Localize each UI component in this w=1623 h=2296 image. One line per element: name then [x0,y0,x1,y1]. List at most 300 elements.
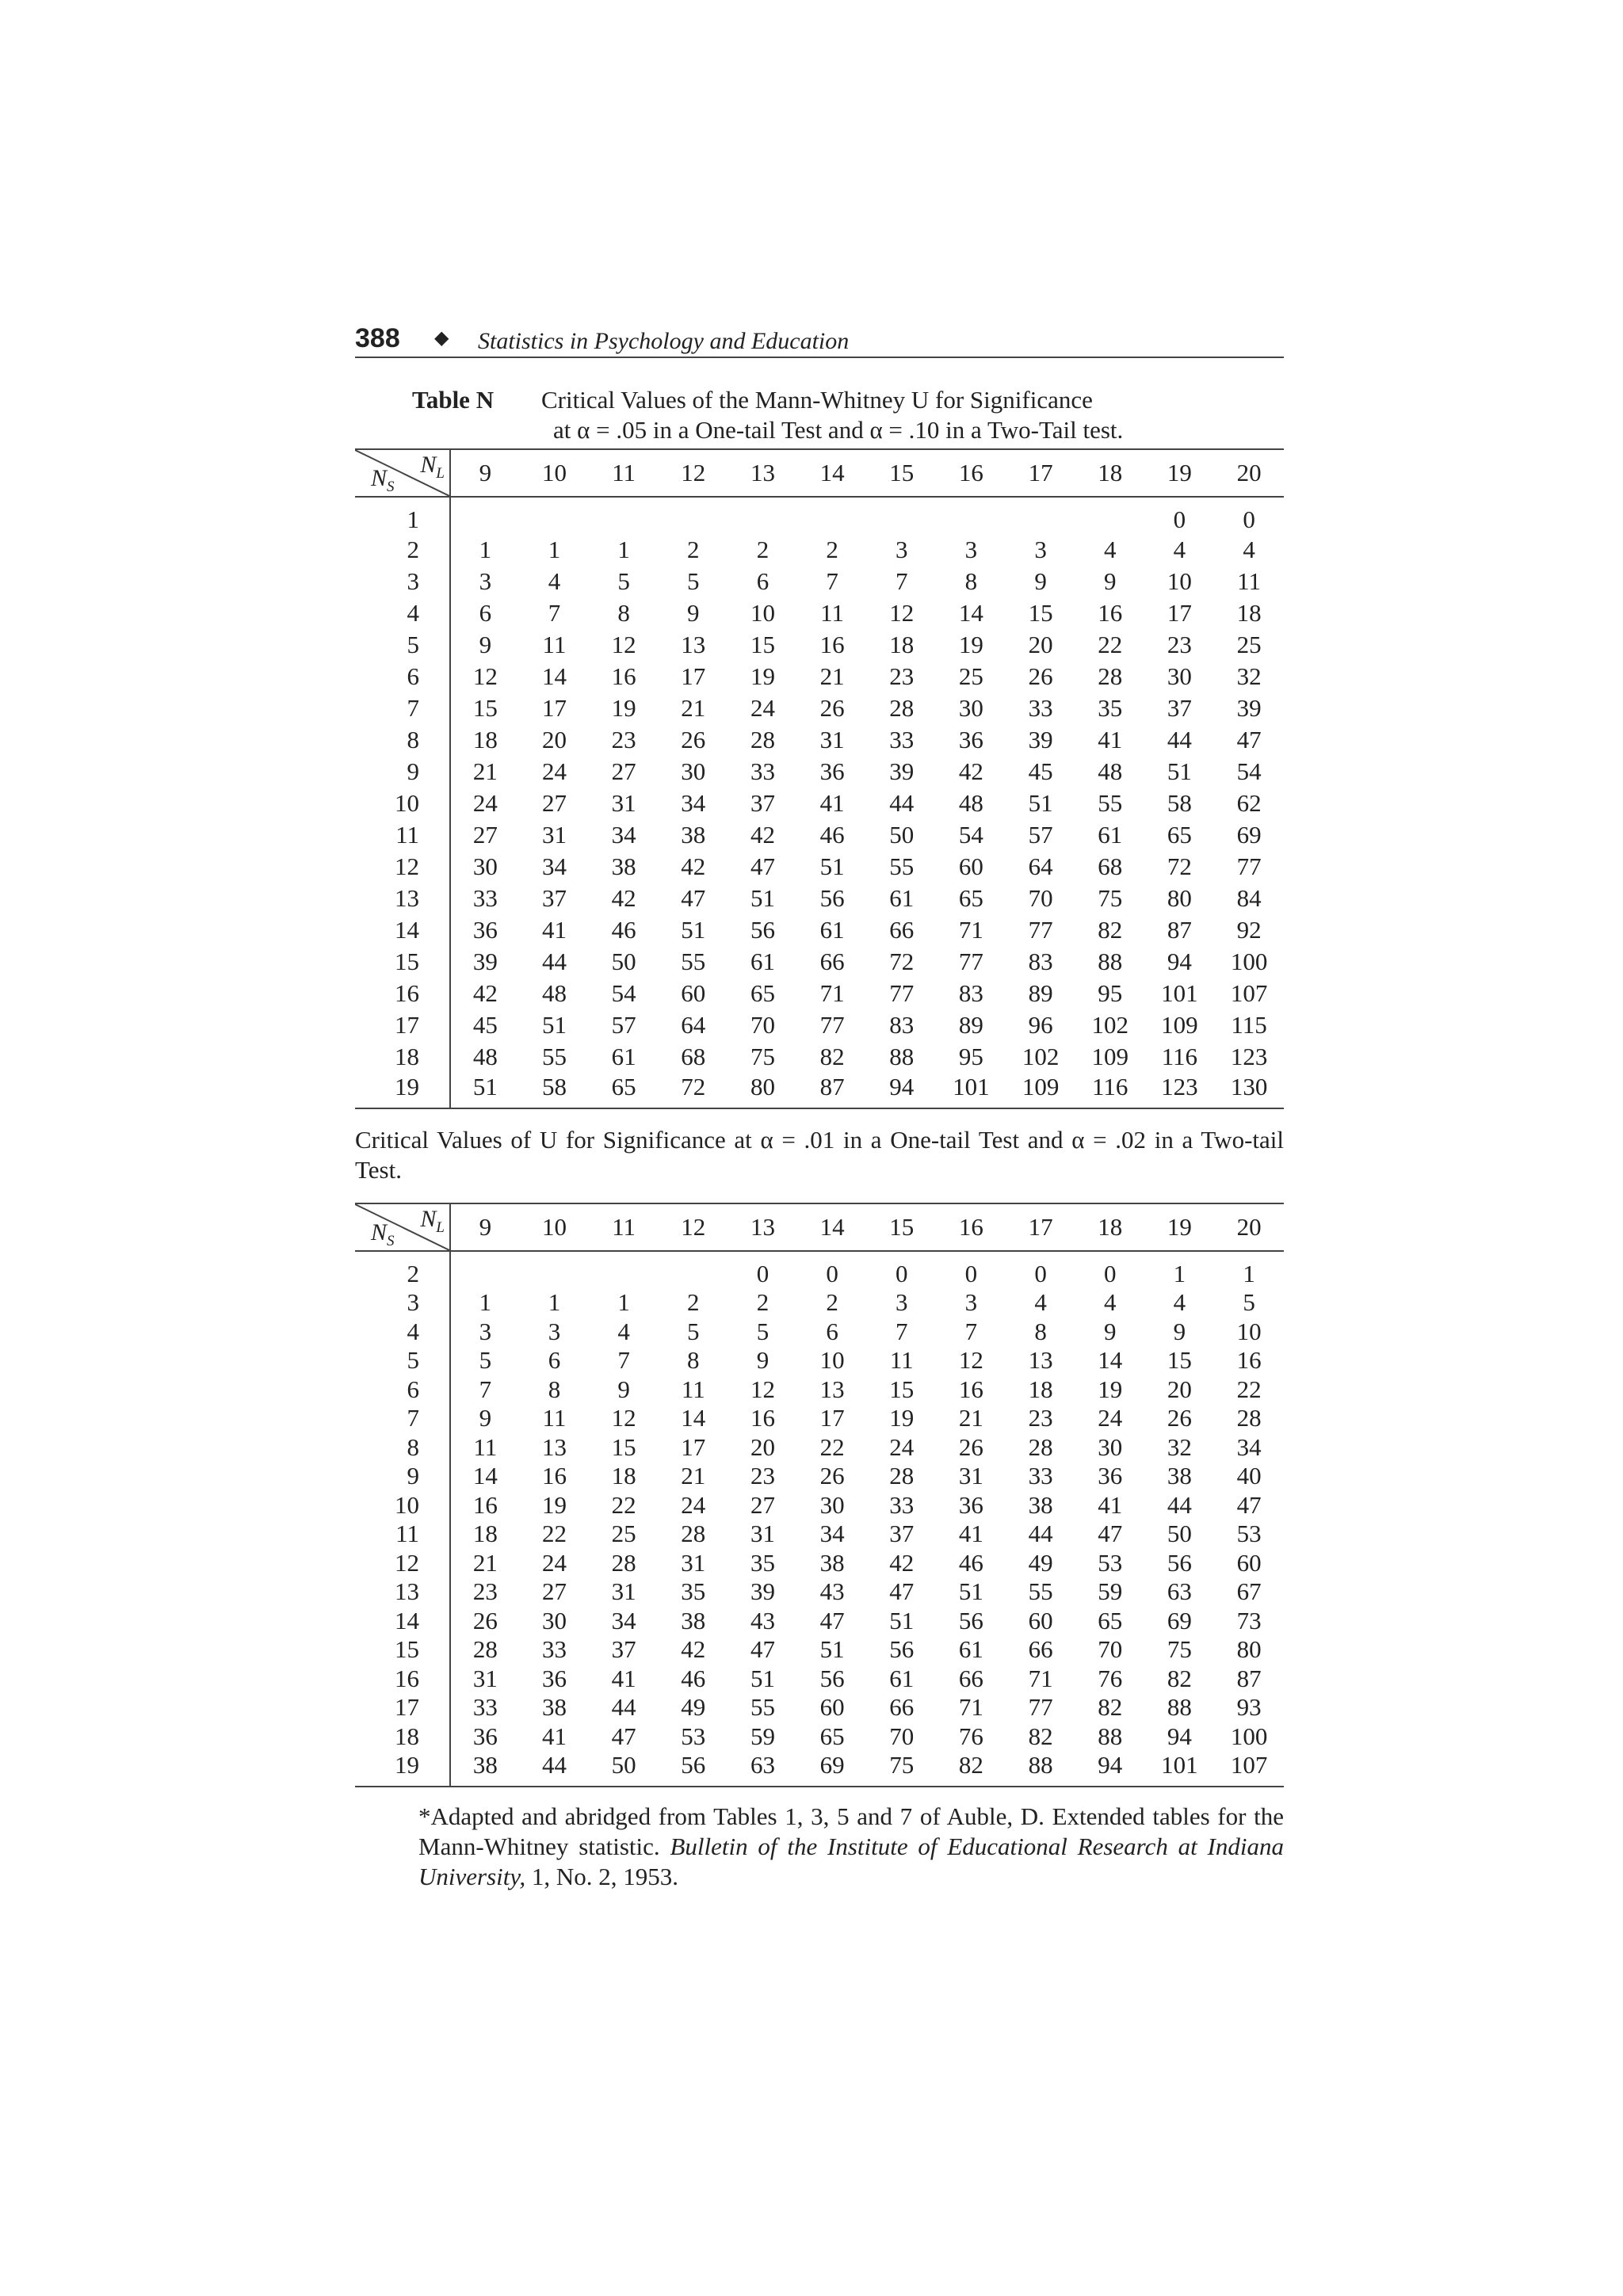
diamond-icon: ◆ [434,328,449,349]
table-cell: 101 [1161,979,1198,1007]
table-cell: 15 [1028,599,1053,627]
table-row [355,1251,1284,1288]
table-cell: 35 [1098,694,1123,722]
row-header: 8 [355,724,450,756]
table-cell: 30 [1167,662,1192,690]
table-cell: 88 [1167,1693,1192,1722]
table-cell: 47 [819,1606,845,1634]
column-variable-label: $N_L$ [420,1206,445,1236]
column-header: 19 [1145,449,1215,497]
table-cell: 8 [548,1375,561,1403]
table-cell: 8 [1034,1317,1047,1345]
table-cell: 94 [1075,1751,1145,1787]
table-row [355,756,1284,788]
table-cell [1075,497,1145,534]
table-cell: 83 [958,979,983,1007]
table-row [355,497,1284,534]
table-cell: 48 [958,789,983,817]
table-cell: 0 [1173,505,1186,533]
table-cell: 55 [1098,789,1123,817]
table-cell [520,497,590,534]
table-cell: 16 [819,631,845,658]
table-cell: 33 [541,1635,567,1664]
table-cell: 26 [472,1606,498,1634]
table-row [355,724,1284,756]
table-cell: 18 [1028,1375,1053,1403]
table-cell: 16 [1236,1346,1262,1375]
table-label: Table N [412,386,495,414]
table-cell: 57 [611,1011,636,1039]
table-cell: 80 [728,1073,798,1108]
table-cell: 28 [1236,1404,1262,1432]
table-cell: 3 [964,536,978,563]
footnote-journal: Bulletin of the Institute of Educational Research at Indiana University, [418,1833,1284,1890]
table-cell: 49 [681,1693,706,1722]
table-cell: 24 [1098,1404,1123,1432]
row-header: 4 [355,1318,450,1347]
table-cell: 62 [1236,789,1262,817]
table-cell: 44 [611,1693,636,1722]
table-cell: 50 [611,948,636,975]
table-cell: 35 [750,1548,775,1577]
table-cell: 51 [1028,789,1053,817]
table-row [355,1635,1284,1665]
table-cell: 51 [958,1577,983,1606]
row-header: 15 [355,1635,450,1665]
row-header: 2 [355,1251,450,1288]
table-row [355,1318,1284,1347]
table-cell: 53 [1098,1548,1123,1577]
table-cell: 33 [889,726,915,753]
table-row [355,1433,1284,1463]
table-cell: 38 [1167,1462,1192,1490]
table-cell: 11 [1237,567,1262,595]
table-cell: 10 [819,1346,845,1375]
table-cell: 20 [750,1432,775,1461]
table-cell: 36 [472,916,498,944]
table-cell: 46 [819,821,845,849]
table-cell: 26 [1167,1404,1192,1432]
table-cell: 0 [826,1260,838,1287]
table-cell: 51 [750,1664,775,1692]
table-cell: 82 [1028,1722,1053,1750]
table-cell: 14 [472,1462,498,1490]
table-cell: 32 [1167,1432,1192,1461]
table-cell: 31 [611,789,636,817]
row-header: 3 [355,566,450,597]
table-cell: 56 [958,1606,983,1634]
table-row [355,883,1284,914]
table-cell: 24 [472,789,498,817]
column-header: 11 [589,1203,659,1251]
table-cell: 3 [896,1288,908,1317]
table-cell: 17 [681,662,706,690]
table-cell: 73 [1236,1606,1262,1634]
table-cell: 15 [472,694,498,722]
table-cell: 70 [750,1011,775,1039]
table-cell: 66 [889,916,915,944]
table-cell: 61 [1098,821,1123,849]
table-cell: 66 [889,1693,915,1722]
table-cell: 10 [1167,567,1192,595]
row-header: 13 [355,883,450,914]
table-cell: 36 [819,757,845,785]
table-row [355,946,1284,978]
row-header: 1 [355,497,450,534]
table-cell: 41 [611,1664,636,1692]
row-header: 16 [355,1665,450,1694]
table-cell: 77 [958,948,983,975]
table-row [355,1665,1284,1694]
table-cell: 42 [681,852,706,880]
table-row [355,1520,1284,1549]
table-cell: 67 [1236,1577,1262,1606]
table-cell: 72 [659,1073,728,1108]
column-header: 10 [520,1203,590,1251]
table-cell: 31 [611,1577,636,1606]
table-cell: 44 [520,1751,590,1787]
table-cell: 36 [1098,1462,1123,1490]
table-cell: 46 [681,1664,706,1692]
table-row [355,597,1284,629]
table-cell: 5 [687,1317,700,1345]
table-cell: 3 [896,536,908,563]
table-cell: 14 [958,599,983,627]
table-cell: 37 [1167,694,1192,722]
column-header: 15 [867,449,937,497]
table-cell: 94 [867,1073,937,1108]
table-cell: 76 [1098,1664,1123,1692]
table-cell: 47 [611,1722,636,1750]
table-cell: 88 [889,1043,915,1070]
row-header: 2 [355,534,450,566]
column-header: 17 [1006,1203,1075,1251]
table-cell: 4 [548,567,561,595]
table-row [355,1577,1284,1607]
column-header: 18 [1075,449,1145,497]
table-cell: 18 [472,1520,498,1548]
table-cell: 19 [611,694,636,722]
table-cell: 42 [750,821,775,849]
table-cell: 7 [617,1346,630,1375]
table-cell: 19 [889,1404,915,1432]
table-cell: 2 [756,536,769,563]
table-cell: 37 [541,884,567,912]
table-cell: 37 [611,1635,636,1664]
table-cell: 50 [589,1751,659,1787]
table-row [355,1404,1284,1433]
table-cell: 64 [1028,852,1053,880]
table-cell: 20 [541,726,567,753]
row-header: 16 [355,978,450,1009]
table-cell: 68 [1098,852,1123,880]
table-cell: 69 [797,1751,867,1787]
table-cell: 42 [472,979,498,1007]
table-cell: 24 [889,1432,915,1461]
table-cell: 25 [1236,631,1262,658]
table-cell: 47 [750,852,775,880]
table-cell: 92 [1236,916,1262,944]
table-cell: 21 [681,1462,706,1490]
table-row [355,1346,1284,1375]
table-cell: 14 [541,662,567,690]
table-cell: 0 [1034,1260,1047,1287]
column-header: 20 [1214,1203,1284,1251]
table-cell: 30 [541,1606,567,1634]
row-header: 14 [355,1607,450,1636]
table-cell: 109 [1091,1043,1128,1070]
table-cell: 1 [479,1288,492,1317]
table-row [355,1375,1284,1405]
table-cell: 63 [1167,1577,1192,1606]
table-cell: 107 [1230,979,1268,1007]
table-cell [589,497,659,534]
table-row [355,1073,1284,1108]
table-cell: 3 [479,1317,492,1345]
table-cell: 16 [541,1462,567,1490]
table-cell: 14 [681,1404,706,1432]
row-header: 15 [355,946,450,978]
table-cell: 71 [1028,1664,1053,1692]
table-row [355,1722,1284,1752]
critical-values-table-01 [355,1203,1284,1787]
table-cell: 28 [472,1635,498,1664]
row-header: 14 [355,914,450,946]
table-row [355,978,1284,1009]
table-cell: 31 [472,1664,498,1692]
table-cell: 23 [750,1462,775,1490]
table-cell: 53 [1236,1520,1262,1548]
table-cell: 77 [1236,852,1262,880]
table-cell: 71 [958,916,983,944]
table-cell: 5 [756,1317,769,1345]
table-cell: 82 [1098,1693,1123,1722]
table-cell: 46 [611,916,636,944]
row-header: 13 [355,1577,450,1607]
table-cell: 38 [681,821,706,849]
table-cell: 30 [819,1490,845,1519]
table-cell: 47 [1236,726,1262,753]
table-cell: 28 [889,1462,915,1490]
table-cell: 82 [819,1043,845,1070]
table-cell: 36 [958,1490,983,1519]
table-cell: 38 [819,1548,845,1577]
table-cell: 101 [1145,1751,1215,1787]
table-cell: 68 [681,1043,706,1070]
table-cell: 12 [750,1375,775,1403]
table-cell: 109 [1006,1073,1075,1108]
table-cell: 41 [958,1520,983,1548]
table-cell: 9 [1103,1317,1117,1345]
table-cell: 57 [1028,821,1053,849]
table-cell: 13 [541,1432,567,1461]
second-table-caption: Critical Values of U for Significance at α = .01 in a One-tail Test and α = .02 in a Two-tail Test. [355,1126,1284,1184]
table-cell: 94 [1167,948,1192,975]
table-cell: 8 [617,599,630,627]
table-cell: 9 [756,1346,769,1375]
table-cell: 55 [541,1043,567,1070]
table-cell: 65 [1167,821,1192,849]
table-cell: 18 [889,631,915,658]
table-cell: 1 [617,536,630,563]
table-cell: 38 [450,1751,520,1787]
table-cell: 23 [611,726,636,753]
table-cell: 82 [1098,916,1123,944]
table-cell: 46 [958,1548,983,1577]
table-cell [797,497,867,534]
table-cell: 36 [472,1722,498,1750]
table-cell: 31 [681,1548,706,1577]
table-cell: 11 [889,1346,914,1375]
table-cell: 0 [1103,1260,1117,1287]
table-row [355,1288,1284,1318]
table-cell: 15 [1167,1346,1192,1375]
table-cell: 7 [548,599,561,627]
header-row [355,1203,1284,1251]
table-cell: 44 [1028,1520,1053,1548]
row-header: 7 [355,1404,450,1433]
table-cell: 25 [958,662,983,690]
table-cell: 44 [1167,726,1192,753]
table-cell: 27 [750,1490,775,1519]
table-cell: 88 [1098,1722,1123,1750]
table-cell: 18 [1236,599,1262,627]
table-cell: 24 [541,1548,567,1577]
table-cell: 19 [1098,1375,1123,1403]
table-cell: 4 [617,1317,630,1345]
table-cell: 72 [1167,852,1192,880]
table-cell: 42 [611,884,636,912]
table-cell: 5 [1243,1288,1255,1317]
table-cell: 14 [1098,1346,1123,1375]
table-cell: 95 [958,1043,983,1070]
table-row [355,1041,1284,1073]
table-cell: 58 [1167,789,1192,817]
table-cell: 28 [1098,662,1123,690]
table-cell: 63 [728,1751,798,1787]
table-cell: 11 [542,1404,567,1432]
table-cell: 19 [750,662,775,690]
column-variable-label: $N_L$ [420,452,445,482]
table-cell: 28 [889,694,915,722]
row-header: 18 [355,1722,450,1752]
table-cell: 22 [611,1490,636,1519]
table-cell: 116 [1161,1043,1198,1070]
table-cell: 24 [681,1490,706,1519]
table-cell: 51 [1167,757,1192,785]
table-cell: 21 [681,694,706,722]
table-cell: 31 [819,726,845,753]
table-cell: 45 [1028,757,1053,785]
table-cell: 28 [1028,1432,1053,1461]
table-cell: 69 [1236,821,1262,849]
table-row [355,1009,1284,1041]
table-cell: 18 [611,1462,636,1490]
table-cell: 4 [1034,1288,1047,1317]
running-title: Statistics in Psychology and Education [478,328,850,354]
table-row [355,1751,1284,1787]
table-cell: 21 [819,662,845,690]
table-cell: 30 [958,694,983,722]
table-cell: 51 [750,884,775,912]
table-cell: 77 [1028,1693,1053,1722]
table-cell: 5 [479,1346,492,1375]
table-cell: 31 [541,821,567,849]
table-cell: 10 [750,599,775,627]
table-cell: 47 [1098,1520,1123,1548]
table-cell: 11 [681,1375,705,1403]
row-header: 11 [355,1520,450,1549]
table-cell: 56 [750,916,775,944]
table-cell: 3 [964,1288,978,1317]
column-header: 14 [797,449,867,497]
table-cell [450,497,520,534]
table-cell: 9 [479,631,492,658]
table-cell: 71 [958,1693,983,1722]
table-cell: 49 [1028,1548,1053,1577]
table-cell: 41 [1098,1490,1123,1519]
table-cell [659,497,728,534]
row-header: 11 [355,819,450,851]
row-header: 10 [355,788,450,819]
table-cell: 66 [819,948,845,975]
table-cell: 27 [541,1577,567,1606]
table-cell: 23 [889,662,915,690]
table-cell: 130 [1214,1073,1284,1108]
row-header: 4 [355,597,450,629]
row-header: 17 [355,1693,450,1722]
table-cell: 61 [889,884,915,912]
table-cell: 55 [1028,1577,1053,1606]
table-cell: 51 [819,852,845,880]
table-cell: 66 [958,1664,983,1692]
table-cell: 48 [541,979,567,1007]
table-row [355,1491,1284,1520]
table-cell: 61 [819,916,845,944]
table-cell: 56 [1167,1548,1192,1577]
table-cell: 7 [826,567,838,595]
table-cell [937,497,1006,534]
table-cell: 50 [889,821,915,849]
table-cell: 59 [1098,1577,1123,1606]
table-cell: 30 [681,757,706,785]
table-cell: 115 [1231,1011,1267,1039]
page [355,317,1284,1892]
table-cell: 13 [681,631,706,658]
table-row [355,851,1284,883]
table-cell: 71 [819,979,845,1007]
table-cell: 24 [541,757,567,785]
table-cell: 36 [958,726,983,753]
table-cell: 7 [964,1317,978,1345]
table-cell: 93 [1236,1693,1262,1722]
table-cell: 9 [687,599,700,627]
table-cell: 21 [958,1404,983,1432]
table-cell: 41 [541,916,567,944]
table-cell: 75 [750,1043,775,1070]
column-header: 9 [450,1203,520,1251]
table-cell: 45 [472,1011,498,1039]
table-cell: 41 [819,789,845,817]
table-cell: 65 [750,979,775,1007]
table-cell: 20 [1167,1375,1192,1403]
table-cell: 58 [520,1073,590,1108]
row-header: 18 [355,1041,450,1073]
table-cell: 19 [541,1490,567,1519]
row-header: 19 [355,1073,450,1108]
table-cell: 72 [889,948,915,975]
table-cell: 37 [750,789,775,817]
